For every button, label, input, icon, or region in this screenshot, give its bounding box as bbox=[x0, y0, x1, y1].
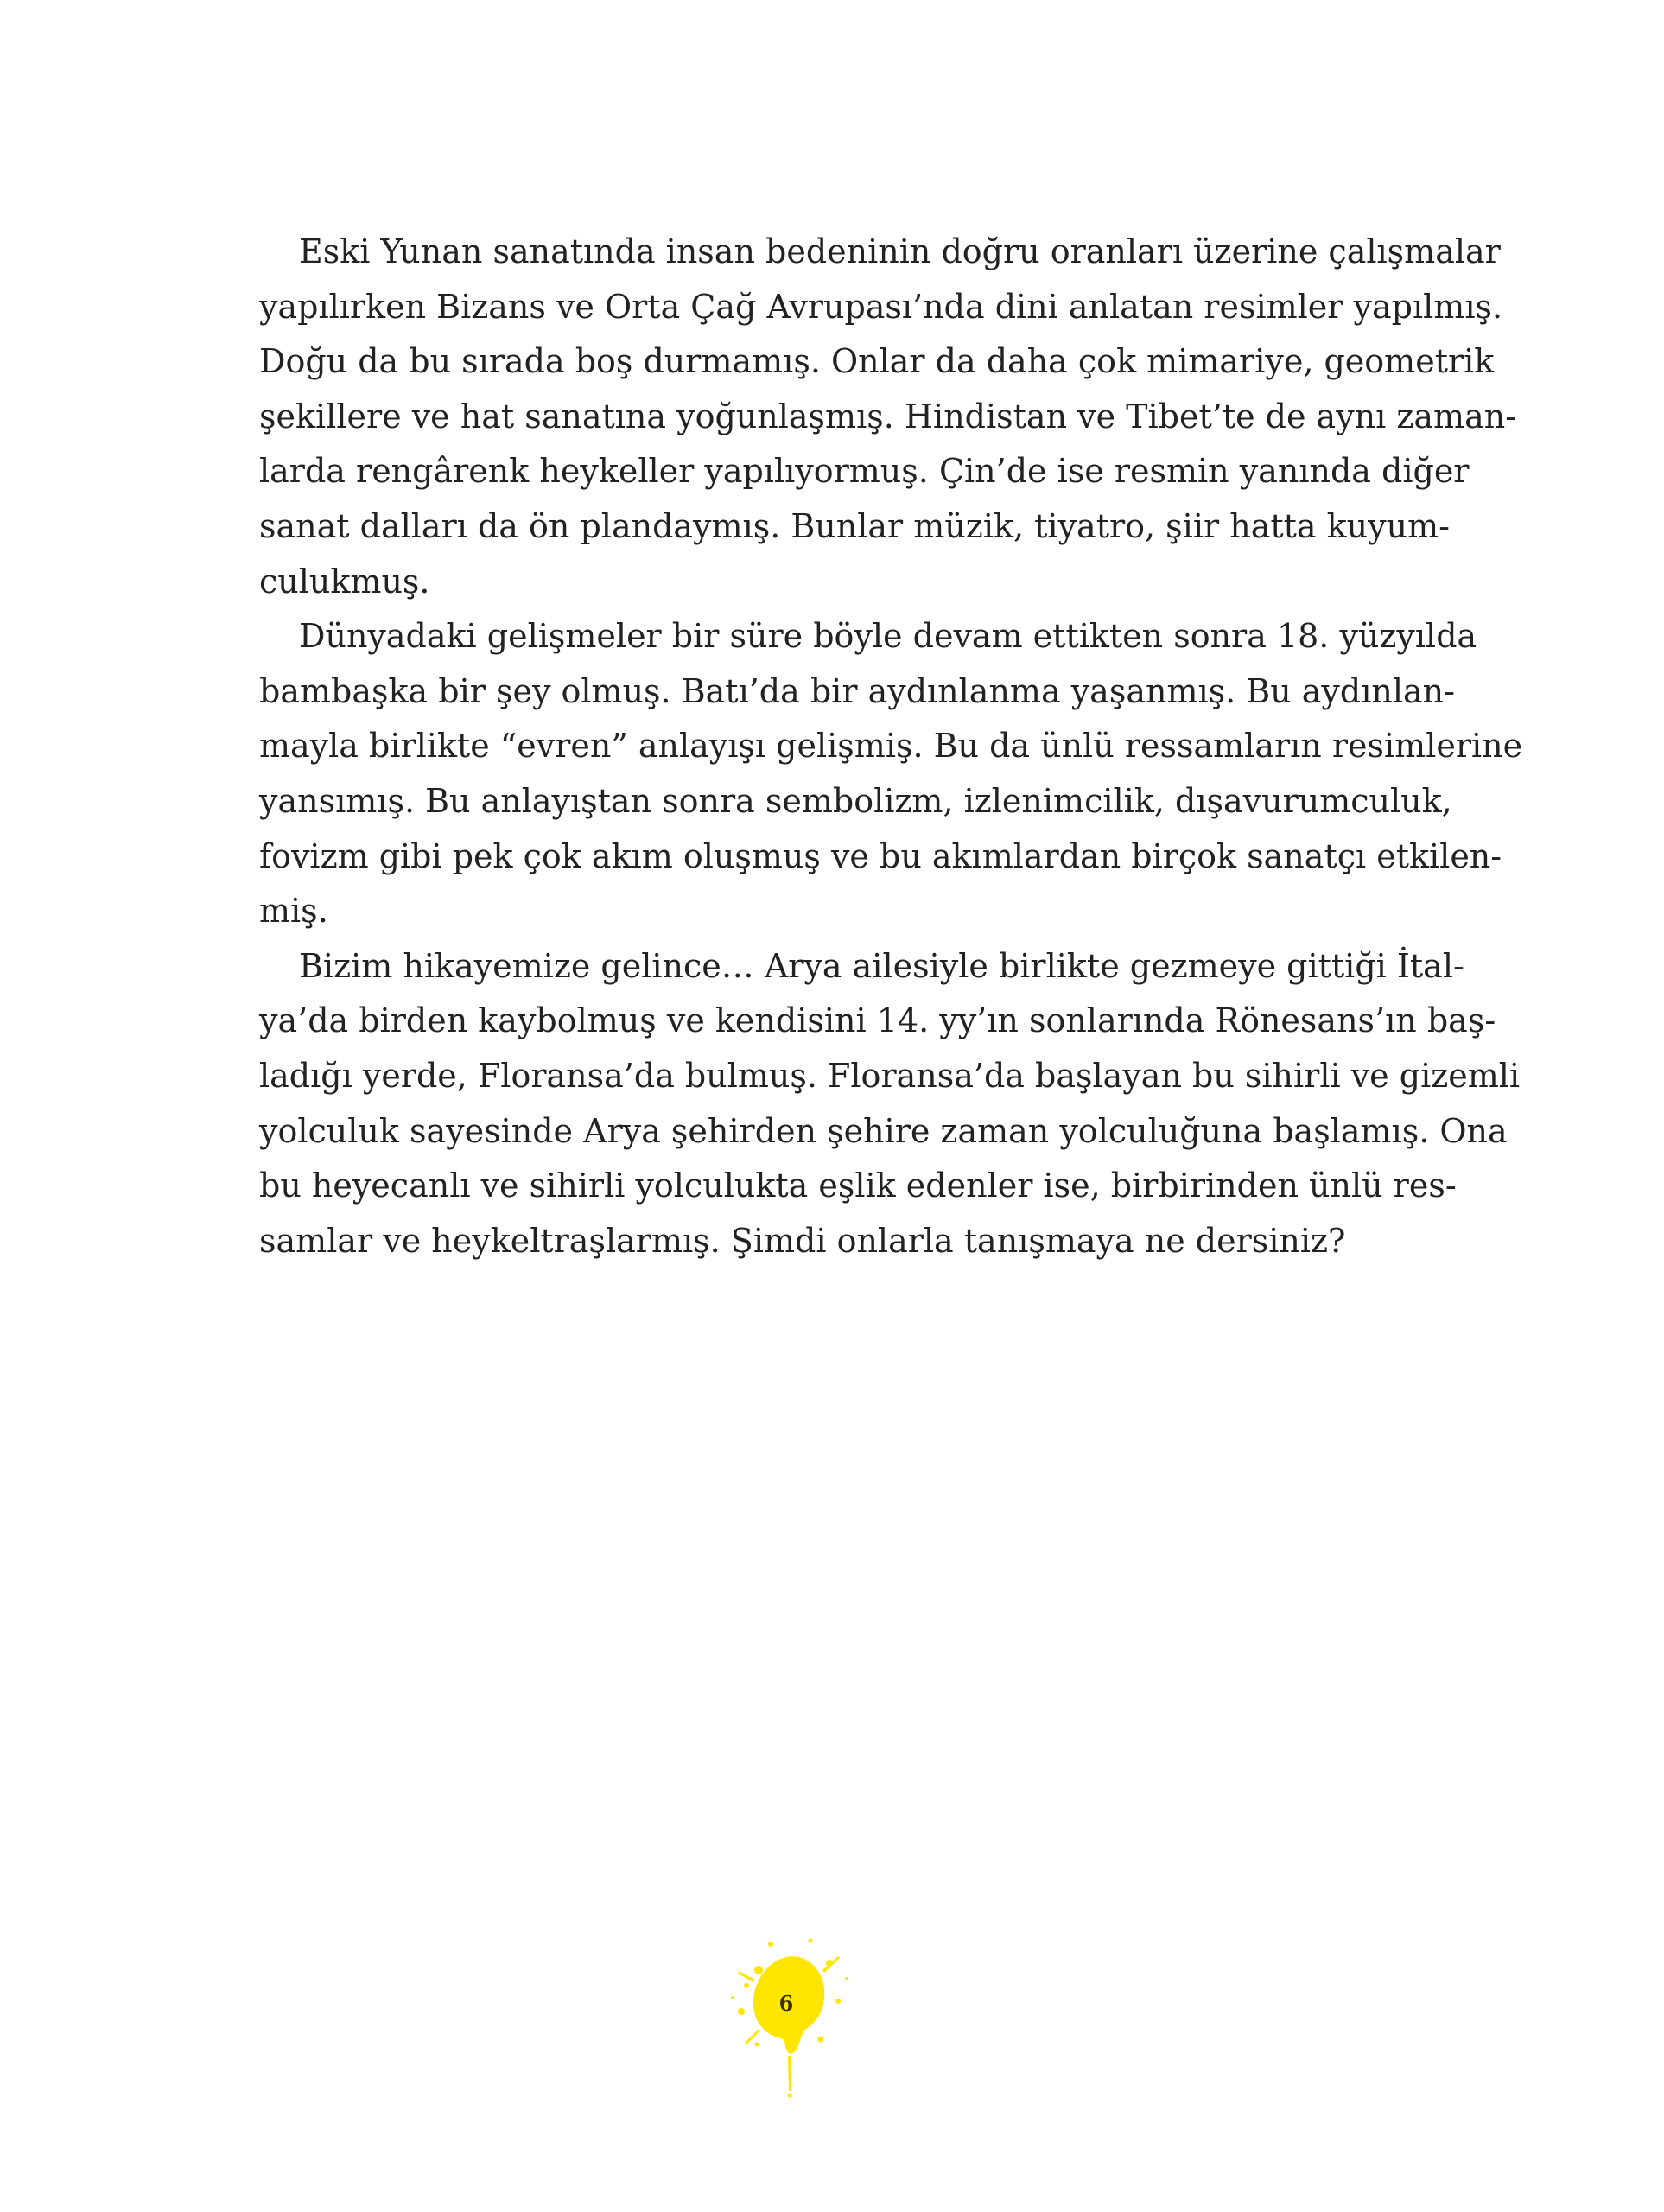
text-line: bu heyecanlı ve sihirli yolculukta eşlik edenler ise, birbirinden ünlü res- bbox=[259, 1166, 1457, 1205]
body-text bbox=[259, 225, 1523, 1268]
text-line: fovizm gibi pek çok akım oluşmuş ve bu akımlardan birçok sanatçı etkilen- bbox=[259, 836, 1502, 875]
text-line: bambaşka bir şey olmuş. Batı’da bir aydınlanma yaşanmış. Bu aydınlan- bbox=[259, 671, 1455, 710]
text-line: yapılırken Bizans ve Orta Çağ Avrupası’nda dini anlatan resimler yapılmış. bbox=[259, 287, 1503, 326]
page-number: 6 bbox=[778, 1991, 794, 2016]
text-line: ya’da birden kaybolmuş ve kendisini 14. yy’ın sonlarında Rönesans’ın baş- bbox=[259, 1001, 1496, 1040]
text-line: ladığı yerde, Floransa’da bulmuş. Floransa’da başlayan bu sihirli ve gizemli bbox=[259, 1056, 1521, 1095]
paint-splash-icon bbox=[708, 1918, 873, 2143]
page-number-splash bbox=[708, 1918, 873, 2143]
paragraph-3 bbox=[259, 939, 1521, 1269]
text-line: Doğu da bu sırada boş durmamış. Onlar da daha çok mimariye, geometrik bbox=[259, 342, 1495, 381]
paragraph-1 bbox=[259, 225, 1517, 609]
text-line: yansımış. Bu anlayıştan sonra sembolizm, izlenimcilik, dışavurumculuk, bbox=[259, 781, 1452, 820]
text-line: culukmuş. bbox=[259, 562, 430, 601]
text-line: mayla birlikte “evren” anlayışı gelişmiş. Bu da ünlü ressamların resimlerine bbox=[259, 727, 1523, 766]
text-line: larda rengârenk heykeller yapılıyormuş. Çin’de ise resmin yanında diğer bbox=[259, 452, 1470, 491]
text-line: samlar ve heykeltraşlarmış. Şimdi onlarla tanışmaya ne dersiniz? bbox=[259, 1221, 1346, 1260]
paragraph-2 bbox=[259, 609, 1523, 939]
text-line: Eski Yunan sanatında insan bedeninin doğru oranları üzerine çalışmalar bbox=[299, 232, 1501, 270]
text-line: miş. bbox=[259, 892, 328, 931]
text-line: Bizim hikayemize gelince… Arya ailesiyle birlikte gezmeye gittiği İtal- bbox=[299, 946, 1464, 985]
text-line: şekillere ve hat sanatına yoğunlaşmış. Hindistan ve Tibet’te de aynı zaman- bbox=[259, 397, 1517, 435]
text-line: yolculuk sayesinde Arya şehirden şehire zaman yolculuğuna başlamış. Ona bbox=[259, 1111, 1508, 1150]
text-line: Dünyadaki gelişmeler bir süre böyle devam ettikten sonra 18. yüzyılda bbox=[299, 617, 1477, 656]
text-line: sanat dalları da ön plandaymış. Bunlar müzik, tiyatro, şiir hatta kuyum- bbox=[259, 506, 1450, 545]
